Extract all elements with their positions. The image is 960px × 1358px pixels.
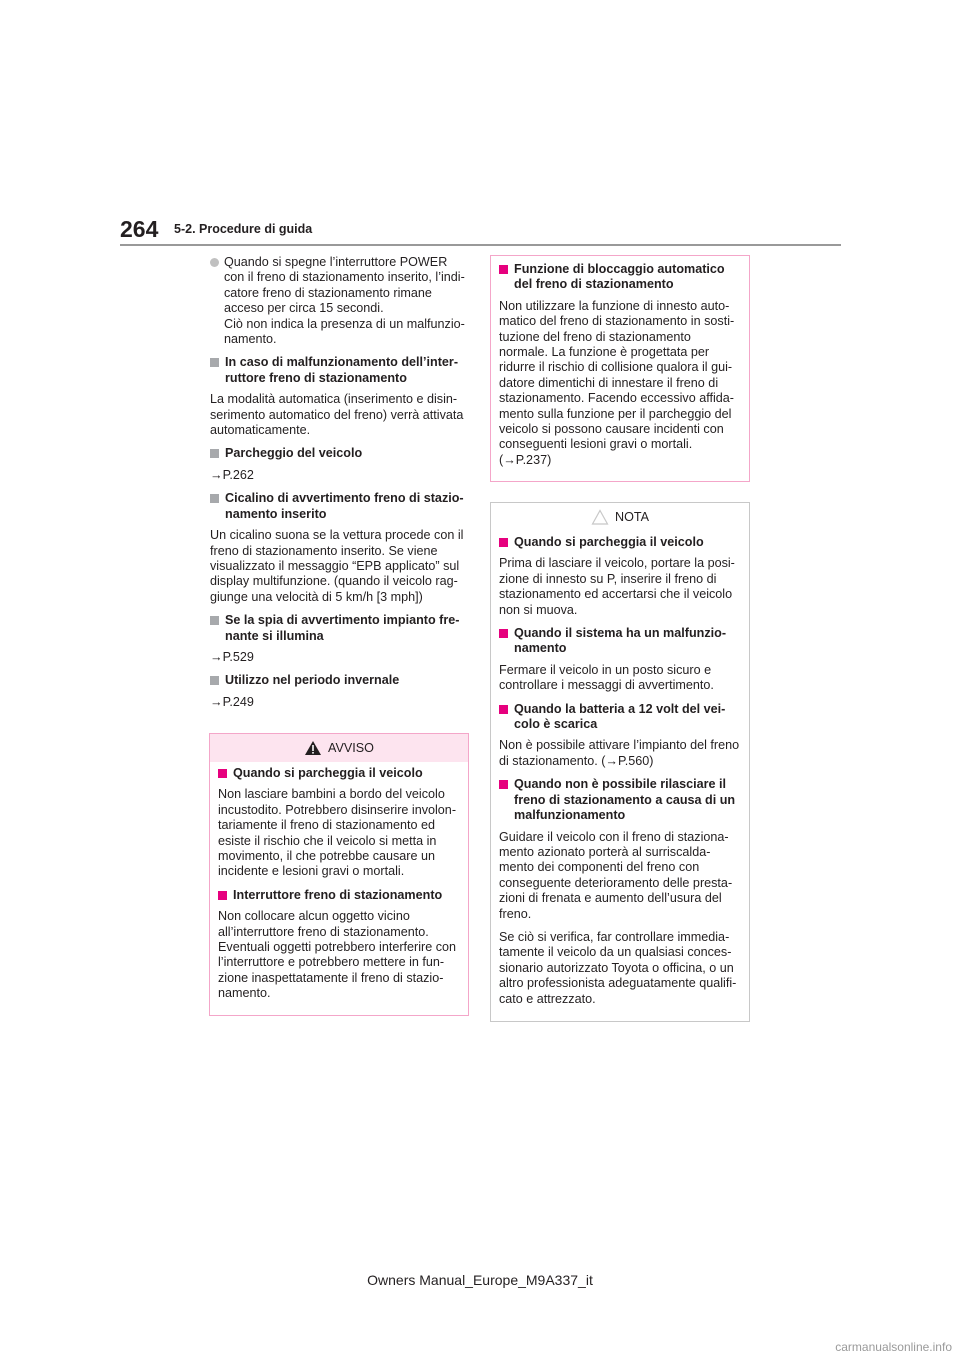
subheading: Interruttore freno di stazionamento: [218, 888, 460, 903]
paragraph: Guidare il veicolo con il freno di staziona-mento azionato porterà al surriscalda-mento dei componenti del freno con conseguente deterioramento delle presta-zioni di frenata e aumento dell’usura del freno.: [499, 829, 733, 921]
page-reference: (→P.237): [499, 452, 552, 467]
subheading: Funzione di bloccaggio automatico del freno di stazionamento: [499, 262, 741, 293]
paragraph: Non è possibile attivare l’impianto del freno di stazionamento. (→P.560): [499, 738, 740, 768]
bullet-dot-icon: [210, 258, 219, 267]
subheading: Quando si parcheggia il veicolo: [218, 766, 460, 781]
square-bullet-icon: [218, 769, 227, 778]
watermark: carmanualsonline.info: [835, 1340, 952, 1354]
subheading: Se la spia di avvertimento impianto fre-nante si illumina: [210, 613, 468, 644]
avviso-header: [210, 734, 468, 762]
square-bullet-icon: [499, 629, 508, 638]
square-bullet-icon: [210, 616, 219, 625]
square-bullet-icon: [499, 265, 508, 274]
page-reference: →P.529: [210, 649, 254, 664]
paragraph: Un cicalino suona se la vettura procede con il freno di stazionamento inserito. Se viene visualizzato il messaggio “EPB applicato” sul display multifunzione. (quando il veicolo rag-giunge una velocità di 5 km/h [3 mph]): [210, 528, 464, 604]
header-rule: [120, 244, 841, 246]
square-bullet-icon: [210, 494, 219, 503]
paragraph: Se ciò si verifica, far controllare immedia-tamente il veicolo da un qualsiasi conces-sionario autorizzato Toyota o officina, o un altro professionista adeguatamente qualifi-cato e attrezzato.: [499, 929, 737, 1006]
square-bullet-icon: [210, 449, 219, 458]
subheading: Quando il sistema ha un malfunzio-namento: [499, 626, 741, 657]
square-bullet-icon: [499, 705, 508, 714]
warning-triangle-icon: [304, 740, 322, 756]
subheading: Quando si parcheggia il veicolo: [499, 535, 741, 550]
avviso-title: AVVISO: [328, 741, 374, 755]
paragraph: Non utilizzare la funzione di innesto auto-matico del freno di stazionamento in sosti-tuzione del freno di stazionamento normale. La funzione è progettata per ridurre il rischio di collisione qualora il gui-datore dimentichi di innestare il freno di stazionamento. Facendo eccessivo affida-mento sulla funzione per il parcheggio del veicolo si possono causare incidenti con conseguenti lesioni gravi o mortali.: [499, 298, 735, 452]
nota-box: [490, 502, 750, 1022]
square-bullet-icon: [499, 780, 508, 789]
paragraph: Non lasciare bambini a bordo del veicolo incustodito. Potrebbero disinserire involon-tariamente il freno di stazionamento ed esiste il rischio che il veicolo si metta in movimento, il che potrebbe causare un incidente e lesioni gravi o mortali.: [218, 787, 457, 879]
nota-header: [491, 503, 749, 531]
subheading: Utilizzo nel periodo invernale: [210, 673, 468, 688]
footer: Owners Manual_Europe_M9A337_it: [367, 1272, 593, 1288]
auto-lock-warning-box: [490, 255, 750, 482]
page-number: 264: [120, 216, 159, 242]
bullet-item: [210, 255, 468, 347]
paragraph: Prima di lasciare il veicolo, portare la posi-zione di innesto su P, inserire il freno di stazionamento ed accertarsi che il veicolo non si muova.: [499, 556, 735, 617]
subheading: In caso di malfunzionamento dell’inter-ruttore freno di stazionamento: [210, 355, 468, 386]
avviso-box: [209, 733, 469, 1016]
square-bullet-icon: [210, 358, 219, 367]
paragraph: La modalità automatica (inserimento e disin-serimento automatico del freno) verrà attivata automaticamente.: [210, 392, 464, 438]
square-bullet-icon: [218, 891, 227, 900]
bullet-text: Quando si spegne l’interruttore POWER con il freno di stazionamento inserito, l’indi-catore freno di stazionamento rimane acceso per circa 15 secondi.: [224, 255, 465, 316]
page-reference: →P.249: [210, 694, 254, 709]
nota-title: NOTA: [614, 510, 650, 524]
paragraph: Non collocare alcun oggetto vicino all’interruttore freno di stazionamento. Eventuali oggetti potrebbero interferire con l’interruttore e potrebbero mettere in fun-zione inaspettatamente il freno di stazio-namento.: [218, 909, 457, 1001]
subheading: Parcheggio del veicolo: [210, 446, 468, 461]
left-column: [210, 255, 468, 718]
subheading: Quando la batteria a 12 volt del vei-colo è scarica: [499, 702, 741, 733]
bullet-text: Ciò non indica la presenza di un malfunzio-namento.: [224, 316, 465, 347]
paragraph: Fermare il veicolo in un posto sicuro e controllare i messaggi di avvertimento.: [499, 662, 714, 693]
section-title: 5-2. Procedure di guida: [174, 222, 313, 236]
subheading: Cicalino di avvertimento freno di stazio-namento inserito: [210, 491, 468, 522]
square-bullet-icon: [210, 676, 219, 685]
subheading: Quando non è possibile rilasciare il freno di stazionamento a causa di un malfunzionamento: [499, 777, 741, 823]
square-bullet-icon: [499, 538, 508, 547]
caution-triangle-icon: [591, 509, 609, 525]
page-reference: →P.262: [210, 467, 254, 482]
